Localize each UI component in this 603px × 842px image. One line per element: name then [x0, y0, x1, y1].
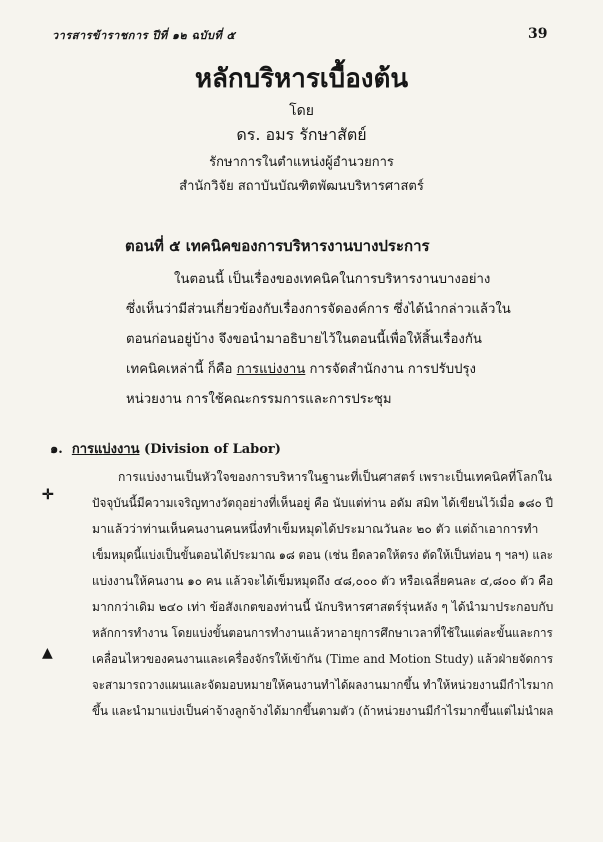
intro-line-2: ซึ่งเห็นว่ามีส่วนเกี่ยวข้องกับเรื่องการจัดองค์การ ซึ่งได้นำกล่าวแล้วใน	[126, 302, 511, 317]
body-line-1: การแบ่งงานเป็นหัวใจของการบริหารในฐานะที่เป็นศาสตร์ เพราะเป็นเทคนิคที่โลกใน	[118, 470, 552, 484]
page-number: 39	[528, 26, 548, 42]
author-institution: สำนักวิจัย สถาบันบัณฑิตพัฒนบริหารศาสตร์	[179, 179, 424, 194]
item-heading	[50, 438, 281, 459]
body-line-4: เข็มหมุดนี้แบ่งเป็นขั้นตอนได้ประมาณ ๑๘ ตอน (เช่น ยืดลวดให้ตรง ตัดให้เป็นท่อน ๆ ฯลฯ) และ	[92, 548, 553, 562]
intro-line-1: ในตอนนี้ เป็นเรื่องของเทคนิคในการบริหารงานบางอย่าง	[174, 272, 491, 287]
article-title: หลักบริหารเบื้องต้น	[194, 64, 409, 94]
body-line-6: มากกว่าเดิม ๒๔๐ เท่า ข้อสังเกตของท่านนี้ นักบริหารศาสตร์รุ่นหลัง ๆ ได้นำมาประกอบกับ	[92, 600, 554, 614]
item-number: ๑.	[50, 442, 63, 457]
body-line-2: ปัจจุบันนี้มีความเจริญทางวัตถุอย่างที่เห็นอยู่ คือ นับแต่ท่าน อดัม สมิท ได้เขียนไว้เมื่อ ๑๘๐ ปี	[92, 496, 554, 510]
section-heading: ตอนที่ ๕ เทคนิคของการบริหารงานบางประการ	[125, 237, 430, 255]
author-position: รักษาการในตำแหน่งผู้อำนวยการ	[209, 155, 394, 170]
item-title: การแบ่งงาน	[71, 442, 140, 457]
body-line-10: ขึ้น และนำมาแบ่งเป็นค่าจ้างลูกจ้างได้มากขึ้นตามตัว (ถ้าหน่วยงานมีกำไรมากขึ้นแต่ไม่นำผล	[92, 704, 554, 718]
body-line-3: มาแล้วว่าท่านเห็นคนงานคนหนึ่งทำเข็มหมุดได้ประมาณวันละ ๒๐ ตัว แต่ถ้าเอาการทำ	[92, 522, 539, 536]
byline: โดย	[289, 103, 314, 119]
running-header: วารสารข้าราชการ ปีที่ ๑๒ ฉบับที่ ๕	[52, 29, 236, 42]
body-line-5: แบ่งงานให้คนงาน ๑๐ คน แล้วจะได้เข็มหมุดถึง ๔๘,๐๐๐ ตัว หรือเฉลี่ยคนละ ๔,๘๐๐ ตัว คือ	[92, 574, 554, 588]
intro-line-4	[126, 358, 476, 379]
intro-line-5: หน่วยงาน การใช้คณะกรรมการและการประชุม	[126, 392, 392, 407]
intro-line-4-prefix: เทคนิคเหล่านี้ ก็คือ	[126, 362, 237, 377]
margin-mark-triangle: ▲	[42, 645, 53, 661]
intro-line-4-suffix: การจัดสำนักงาน การปรับปรุง	[305, 362, 476, 377]
author-name: ดร. อมร รักษาสัตย์	[236, 125, 367, 144]
intro-line-3: ตอนก่อนอยู่บ้าง จึงขอนำมาอธิบายไว้ในตอนนี้เพื่อให้สิ้นเรื่องกัน	[126, 332, 482, 347]
margin-mark-cross: ✛	[42, 487, 54, 503]
body-line-7: หลักการทำงาน โดยแบ่งขั้นตอนการทำงานแล้วหาอายุการศึกษาเวลาที่ใช้ในแต่ละขั้นและการ	[92, 626, 553, 640]
intro-underlined-term: การแบ่งงาน	[236, 362, 306, 377]
item-title-english: (Division of Labor)	[144, 442, 281, 457]
body-line-9: จะสามารถวางแผนและจัดมอบหมายให้คนงานทำได้ผลงานมากขึ้น ทำให้หน่วยงานมีกำไรมาก	[92, 678, 554, 692]
body-line-8: เคลื่อนไหวของคนงานและเครื่องจักรให้เข้ากัน (Time and Motion Study) แล้วฝ่ายจัดการ	[92, 652, 554, 666]
